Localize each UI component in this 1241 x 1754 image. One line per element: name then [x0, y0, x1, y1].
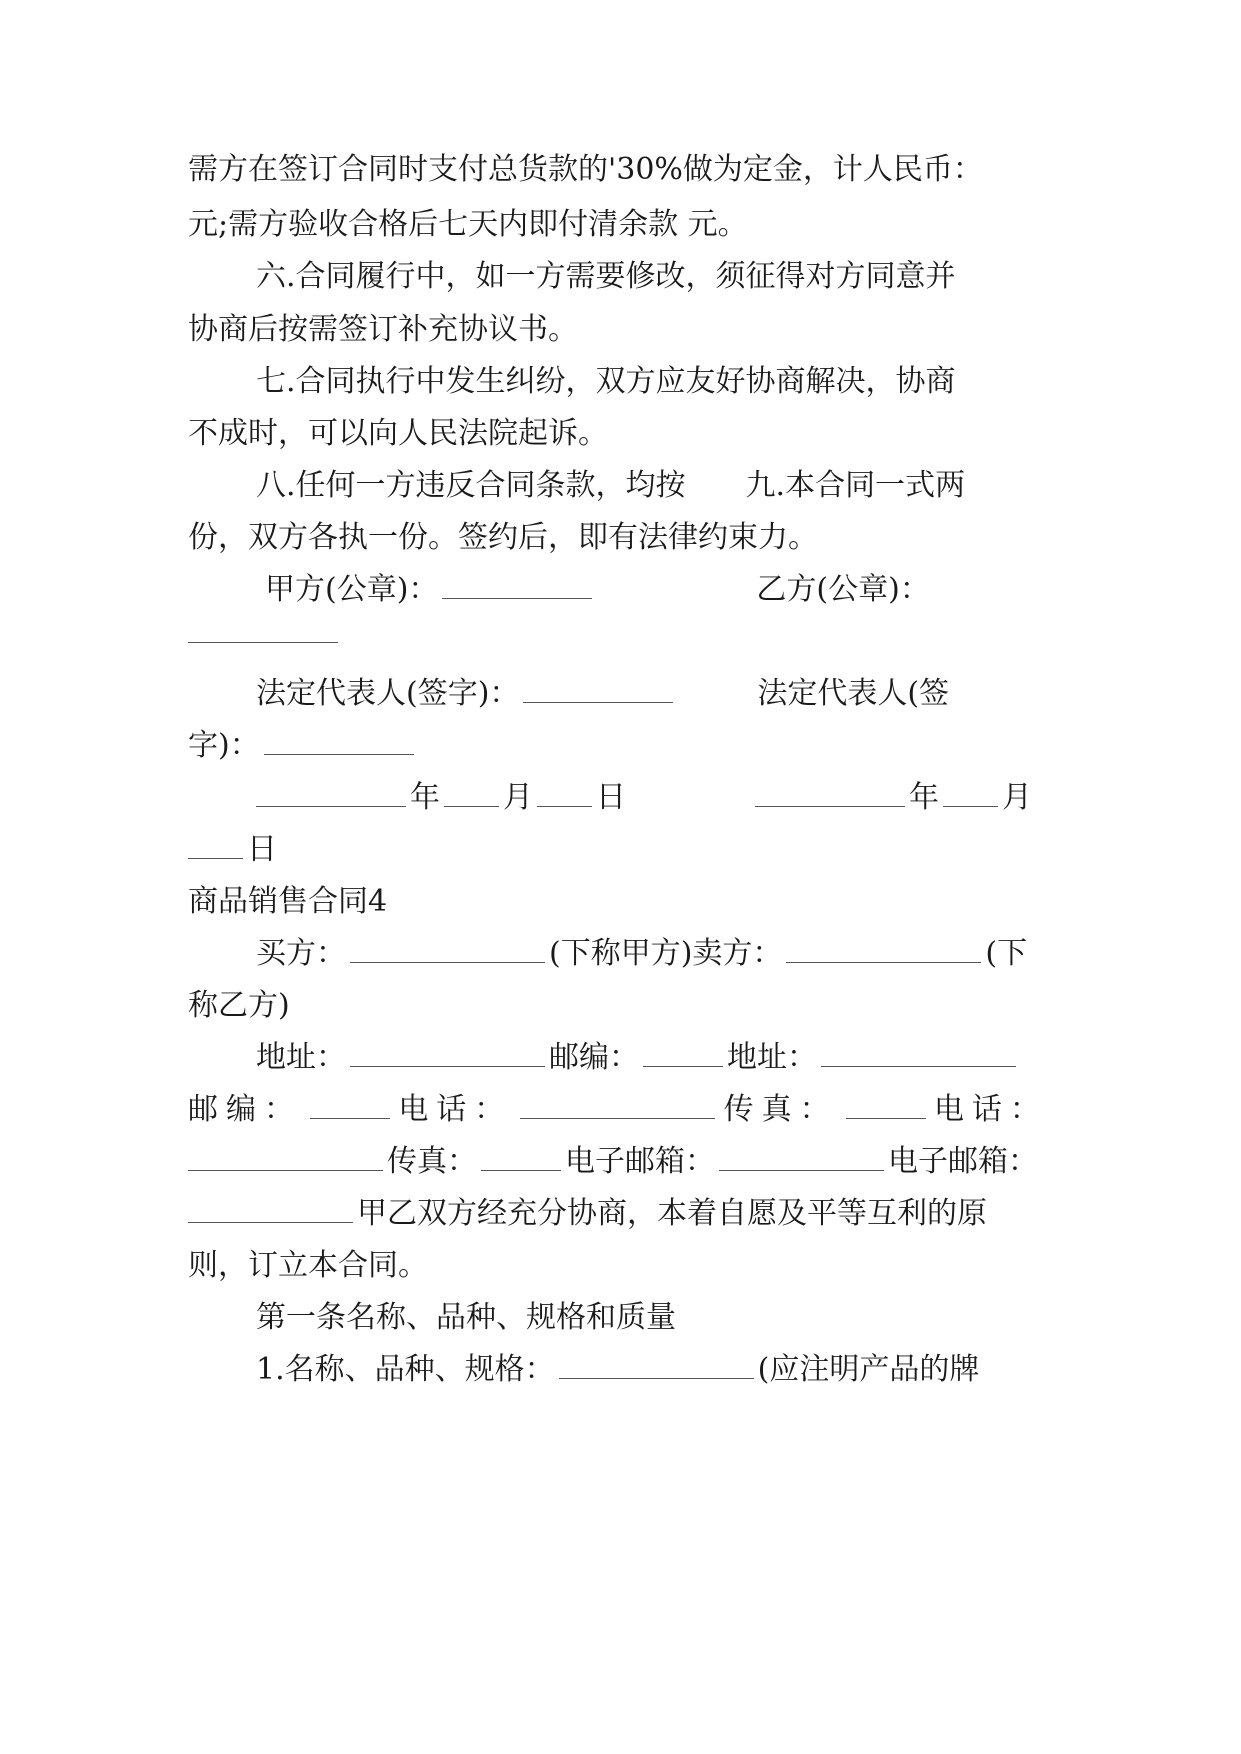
year-blank[interactable]	[755, 786, 905, 807]
year-label: 年	[909, 780, 939, 815]
email-blank[interactable]	[719, 1150, 884, 1171]
address-blank[interactable]	[350, 1046, 545, 1067]
paragraph-text: (下	[985, 936, 1028, 971]
address-blank[interactable]	[821, 1046, 1016, 1067]
paragraph-text: 则，订立本合同。	[188, 1248, 428, 1283]
spec-blank[interactable]	[559, 1358, 754, 1379]
postcode-blank[interactable]	[643, 1046, 723, 1067]
phone-blank[interactable]	[520, 1098, 715, 1119]
party-b-rep-label: 法定代表人(签	[757, 676, 950, 711]
email-label: 电子邮箱：	[565, 1144, 715, 1179]
party-b-rep-blank[interactable]	[264, 734, 414, 755]
contract-title: 商品销售合同4	[188, 884, 388, 919]
text-line	[188, 150, 1048, 190]
text-line	[188, 1194, 1048, 1234]
party-a-seal-label: 甲方(公章)：	[265, 572, 439, 607]
address-line	[188, 1038, 1048, 1078]
seal-line	[265, 570, 1035, 610]
text-line	[188, 1246, 1048, 1286]
paragraph-text: 六.合同履行中，如一方需要修改，须征得对方同意并	[256, 259, 956, 294]
item-line	[188, 1350, 1048, 1390]
fax-label: 传真：	[723, 1092, 838, 1127]
party-b-seal-label: 乙方(公章)：	[756, 572, 930, 607]
spec-label: 1.名称、品种、规格：	[256, 1352, 555, 1387]
text-line	[188, 205, 1048, 245]
day-blank[interactable]	[188, 838, 243, 859]
paragraph-text: 协商后按需签订补充协议书。	[188, 312, 578, 347]
paragraph-text: (应注明产品的牌	[757, 1352, 980, 1387]
phone-label: 电话：	[933, 1092, 1048, 1127]
year-label: 年	[410, 780, 440, 815]
text-line	[188, 518, 1048, 558]
address-label: 地址：	[256, 1040, 346, 1075]
article-heading	[188, 1298, 1048, 1338]
contact-line	[188, 1090, 1048, 1130]
email-label: 电子邮箱：	[888, 1144, 1038, 1179]
buyer-blank[interactable]	[350, 942, 545, 963]
postcode-label: 邮编：	[188, 1092, 302, 1127]
paragraph-text: 七.合同执行中发生纠纷，双方应友好协商解决，协商	[256, 364, 956, 399]
fax-blank[interactable]	[481, 1150, 561, 1171]
seller-blank[interactable]	[786, 942, 981, 963]
text-line	[188, 986, 1048, 1026]
postcode-blank[interactable]	[310, 1098, 390, 1119]
fax-blank[interactable]	[846, 1098, 926, 1119]
paragraph-text: 需方在签订合同时支付总货款的'30%做为定金，计人民币：	[188, 152, 983, 187]
paragraph-text: 份，双方各执一份。签约后，即有法律约束力。	[188, 520, 818, 555]
paragraph-text: 九.本合同一式两	[745, 468, 966, 503]
email-blank[interactable]	[188, 1202, 353, 1223]
day-label: 日	[247, 832, 277, 867]
clause-6	[188, 257, 1048, 297]
month-label: 月	[503, 780, 533, 815]
month-blank[interactable]	[444, 786, 499, 807]
paragraph-text: 不成时，可以向人民法院起诉。	[188, 416, 608, 451]
day-label: 日	[596, 780, 626, 815]
clause-8	[188, 466, 1048, 506]
party-b-seal-blank[interactable]	[188, 622, 338, 643]
month-label: 月	[1002, 780, 1032, 815]
rep-line	[188, 674, 1048, 714]
text-line	[188, 726, 1048, 766]
year-blank[interactable]	[256, 786, 406, 807]
seller-label: (下称甲方)卖方：	[549, 936, 783, 971]
party-a-seal-blank[interactable]	[442, 578, 592, 599]
phone-blank[interactable]	[188, 1150, 383, 1171]
party-a-rep-label: 法定代表人(签字)：	[256, 676, 520, 711]
paragraph-text: 元;需方验收合格后七天内即付清余款 元。	[188, 207, 748, 242]
clause-7	[188, 362, 1048, 402]
parties-line	[188, 934, 1048, 974]
month-blank[interactable]	[943, 786, 998, 807]
phone-label: 电话：	[398, 1092, 513, 1127]
article-title: 第一条名称、品种、规格和质量	[256, 1300, 676, 1335]
text-line	[188, 830, 1048, 870]
fax-label: 传真：	[387, 1144, 477, 1179]
paragraph-text: 八.任何一方违反合同条款，均按	[256, 468, 686, 503]
paragraph-text: 甲乙双方经充分协商，本着自愿及平等互利的原	[357, 1196, 987, 1231]
party-a-rep-blank[interactable]	[523, 682, 673, 703]
text-line	[188, 414, 1048, 454]
paragraph-text: 字)：	[188, 728, 260, 763]
text-line	[188, 622, 1048, 643]
contact-line	[188, 1142, 1048, 1182]
address-label: 地址：	[727, 1040, 817, 1075]
text-line	[188, 310, 1048, 350]
date-line	[188, 778, 1048, 818]
postcode-label: 邮编：	[549, 1040, 639, 1075]
paragraph-text: 称乙方)	[188, 988, 290, 1023]
buyer-label: 买方：	[256, 936, 346, 971]
section-title	[188, 882, 1048, 922]
day-blank[interactable]	[537, 786, 592, 807]
